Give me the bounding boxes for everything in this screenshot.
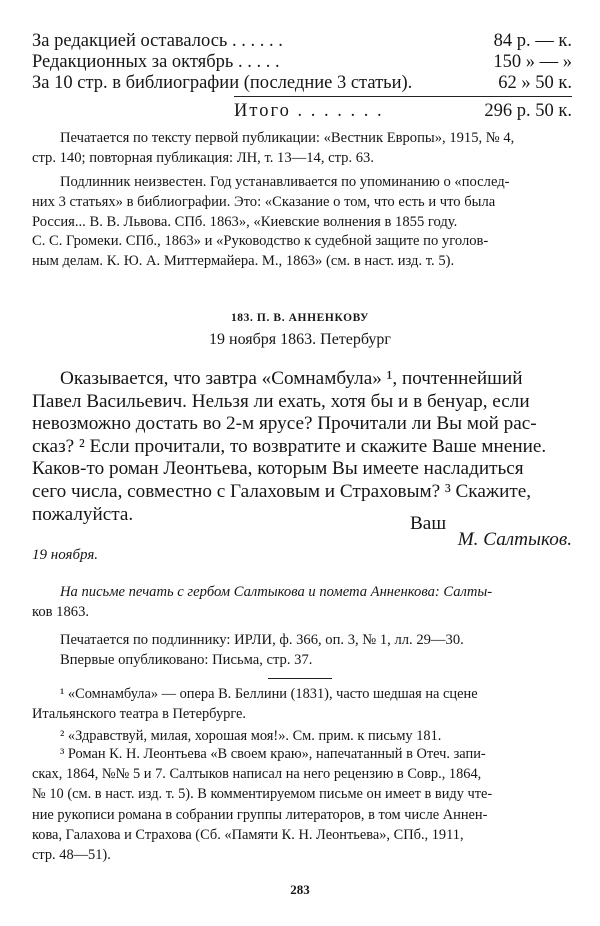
note-line: Впервые опубликовано: Письма, стр. 37.: [60, 651, 313, 668]
note-line: На письме печать с гербом Салтыкова и помета Анненкова: Салты-: [60, 584, 493, 600]
note-line: стр. 140; повторная публикация: ЛН, т. 13—14, стр. 63.: [32, 149, 374, 166]
footnote-1: [32, 684, 572, 724]
letter-line: сказ? ² Если прочитали, то возвратите и скажите Ваше мнение.: [32, 435, 547, 457]
letter-line: Оказывается, что завтра «Сомнамбула» ¹, почтеннейший: [60, 368, 523, 389]
note-printed-from: [32, 129, 572, 169]
note-line: Подлинник неизвестен. Год устанавливается по упоминанию о «послед-: [60, 174, 510, 190]
accounts-row: [32, 31, 572, 52]
footnote-line: кова, Галахова и Страхова (Сб. «Памяти К. Н. Леонтьева», СПб., 1911,: [32, 826, 464, 843]
letter-signature: М. Салтыков.: [457, 529, 572, 550]
note-line: Россия... В. В. Львова. СПб. 1863», «Киевские волнения в 1855 году.: [32, 213, 458, 230]
note-line: них 3 статьях» в библиографии. Это: «Сказание о том, что есть и что была: [32, 193, 496, 210]
letter-date-place: 19 ноября 1863. Петербург: [209, 331, 391, 348]
footnote-rule: [268, 678, 332, 679]
note-line: ков 1863.: [32, 603, 90, 620]
footnote-line: стр. 48—51).: [32, 846, 111, 863]
footnote-line: № 10 (см. в наст. изд. т. 5). В комментируемом письме он имеет в виду чте-: [32, 786, 493, 803]
note-line: ным делам. К. Ю. А. Миттермайера. М., 1863» (см. в наст. изд. т. 5).: [32, 253, 455, 270]
accounts-row: [32, 73, 572, 94]
note-line: Печатается по тексту первой публикации: «Вестник Европы», 1915, № 4,: [60, 130, 515, 146]
note-line: С. С. Громеки. СПб., 1863» и «Руководство к судебной защите по уголов-: [32, 233, 489, 250]
accounts-table: [32, 31, 572, 94]
footnote-line: ² «Здравствуй, милая, хорошая моя!». См. прим. к письму 181.: [60, 728, 442, 744]
page-number: 283: [290, 882, 310, 897]
footnote-line: ¹ «Сомнамбула» — опера В. Беллини (1831), часто шедшая на сцене: [60, 686, 478, 702]
accounts-row-label: За редакцией оставалось . . . . . .: [32, 31, 283, 51]
letter-closing: Ваш: [410, 513, 447, 534]
letter-line: Павел Васильевич. Нельзя ли ехать, хотя бы и в бенуар, если: [32, 390, 530, 412]
letter-heading: 183. П. В. АННЕНКОВУ: [230, 312, 370, 324]
footnote-3: [32, 744, 572, 865]
note-source: [32, 631, 572, 671]
letter-line: сего числа, совместно с Галаховым и Страховым? ³ Скажите,: [32, 480, 532, 502]
total-amount: 296 р. 50 к.: [484, 101, 572, 121]
accounts-total: [234, 101, 572, 123]
accounts-row-amount: 84 р. — к.: [493, 31, 572, 51]
footnote-line: Итальянского театра в Петербурге.: [32, 706, 247, 723]
note-line: Печатается по подлиннику: ИРЛИ, ф. 366, оп. 3, № 1, лл. 29—30.: [60, 632, 464, 648]
accounts-row-label: За 10 стр. в библиографии (последние 3 статьи).: [32, 73, 413, 93]
accounts-row-amount: 62 » 50 к.: [498, 73, 572, 93]
accounts-row-label: Редакционных за октябрь . . . . .: [32, 52, 280, 72]
note-original: [32, 173, 572, 272]
letter-line: Каков-то роман Леонтьева, которым Вы имеете насладиться: [32, 458, 524, 480]
letter-line: пожалуйста.: [32, 503, 134, 525]
letter-date-line: 19 ноября.: [32, 547, 99, 563]
total-label: Итого . . . . . . .: [234, 101, 384, 121]
footnote-line: ³ Роман К. Н. Леонтьева «В своем краю», напечатанный в Отеч. запи-: [60, 746, 486, 762]
footnote-line: ние рукописи романа в собрании группы литераторов, в том числе Аннен-: [32, 806, 488, 823]
letter-body: [32, 368, 572, 526]
total-rule: [234, 96, 572, 97]
accounts-row-amount: 150 » — »: [493, 52, 572, 72]
footnote-line: сках, 1864, №№ 5 и 7. Салтыков написал на него рецензию в Совр., 1864,: [32, 766, 482, 783]
accounts-row: [32, 52, 572, 73]
note-seal: [32, 583, 572, 623]
letter-line: невозможно достать во 2-м ярусе? Прочитали ли Вы мой рас-: [32, 413, 537, 435]
